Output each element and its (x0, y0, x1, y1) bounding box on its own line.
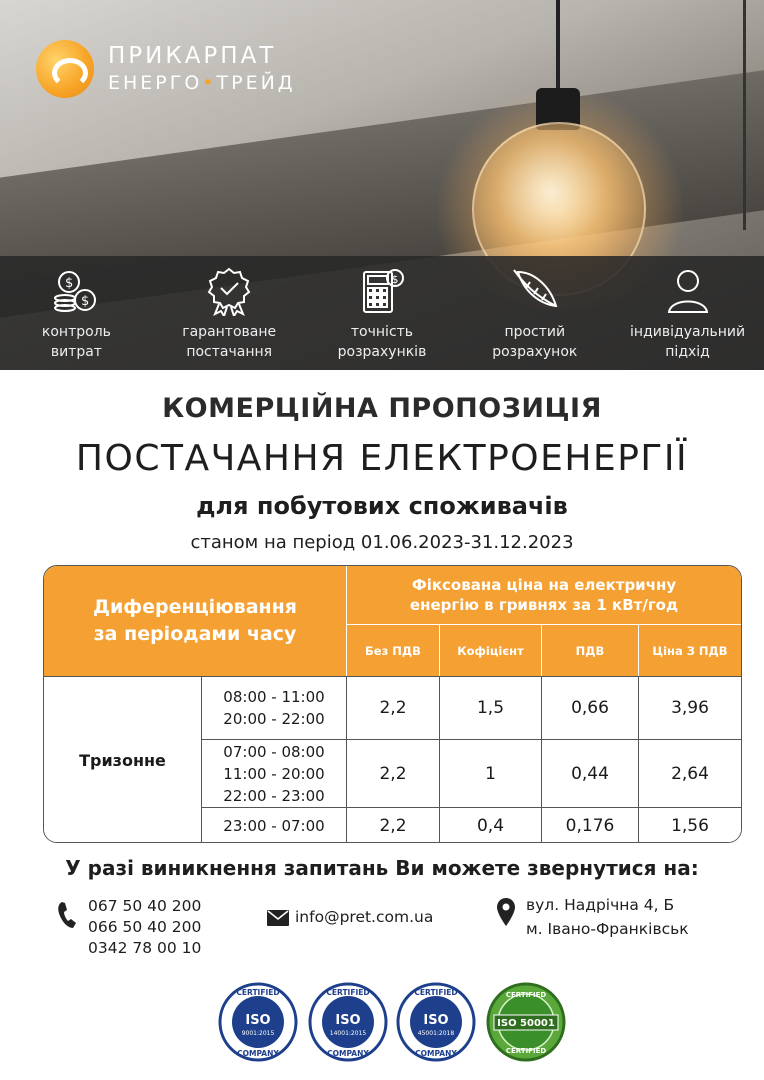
feature-simple-calculation (458, 256, 611, 370)
company-logo (36, 40, 296, 98)
total-price-cell: 2,64 (671, 763, 709, 784)
person-icon (663, 266, 713, 316)
logo-line-2 (108, 70, 296, 96)
offer-audience: для побутових споживачів (196, 492, 568, 520)
badge-bottom-text: COMPANY (327, 1049, 369, 1058)
time-range: 20:00 - 22:00 (223, 710, 325, 728)
badge-code-text: 14001:2015 (329, 1030, 367, 1037)
feature-accuracy (306, 256, 459, 370)
logo-line-2a: ЕНЕРГО (108, 72, 203, 94)
phone-number[interactable]: 066 50 40 200 (88, 918, 202, 936)
time-cell: 23:00 - 07:00 (202, 808, 347, 843)
svg-text:$: $ (81, 294, 90, 309)
location-pin-icon (496, 897, 516, 927)
coefficient-cell: 1,5 (440, 677, 542, 739)
badge-main-text: ISO (245, 1013, 271, 1028)
coefficient-cell: 0,4 (440, 808, 542, 843)
price-table-header (44, 566, 741, 676)
col-header-vat: ПДВ (542, 625, 639, 676)
certification-badges (0, 982, 764, 1068)
col-header-price-with-vat: Ціна З ПДВ (652, 643, 728, 658)
header-text: енергію в гривнях за 1 кВт/год (409, 596, 679, 614)
offer-title: КОМЕРЦІЙНА ПРОПОЗИЦІЯ (162, 393, 602, 424)
feature-label: точність (350, 324, 414, 340)
vat-cell: 0,176 (542, 808, 639, 843)
coins-icon (51, 266, 101, 316)
iso-9001-badge (218, 982, 298, 1062)
header-text: за періодами часу (93, 623, 297, 645)
badge-bottom-text: COMPANY (415, 1049, 457, 1058)
feature-label: підхід (665, 344, 710, 360)
badge-code-text: 9001:2015 (241, 1030, 275, 1037)
email-icon (266, 909, 290, 927)
email-block (266, 907, 433, 928)
coefficient-cell: 1 (440, 740, 542, 807)
address-city: м. Івано-Франківськ (526, 920, 689, 938)
badge-main-text: ISO (423, 1013, 449, 1028)
col-header-no-vat: Без ПДВ (347, 625, 440, 676)
table-row (202, 740, 741, 808)
address-block (496, 893, 689, 941)
offer-subject: ПОСТАЧАННЯ ЕЛЕКТРОЕНЕРГІЇ (75, 438, 689, 479)
feature-guaranteed-supply (153, 256, 306, 370)
time-range: 07:00 - 08:00 (223, 742, 325, 761)
price-table (43, 565, 742, 843)
phone-icon (56, 900, 80, 930)
badge-top-text: CERTIFIED (236, 988, 280, 997)
badge-bottom-text: COMPANY (237, 1049, 279, 1058)
contact-prompt: У разі виникнення запитань Ви можете звернутися на: (65, 856, 699, 880)
table-row (202, 677, 741, 740)
badge-main-text: ISO 50001 (497, 1018, 555, 1029)
table-row (202, 808, 741, 843)
logo-line-2b: ТРЕЙД (216, 72, 296, 94)
iso-45001-badge (396, 982, 476, 1062)
address-street: вул. Надрічна 4, Б (526, 896, 675, 914)
calculator-icon (357, 266, 407, 316)
time-differentiation-header (44, 566, 347, 676)
svg-text:$: $ (65, 276, 74, 291)
logo-line-1: ПРИКАРПАТ (108, 43, 277, 69)
iso-14001-badge (308, 982, 388, 1062)
phone-block (56, 896, 201, 959)
time-range: 22:00 - 23:00 (223, 786, 325, 805)
feature-label: постачання (186, 344, 273, 360)
vat-cell: 0,66 (542, 677, 639, 739)
lamp-cord (556, 0, 560, 95)
feature-label: індивідуальний (630, 324, 746, 340)
col-header-coefficient: Кофіцієнт (440, 625, 542, 676)
price-table-body (44, 676, 741, 843)
time-cell (202, 677, 347, 739)
feature-label: витрат (50, 344, 102, 360)
email-link[interactable]: info@pret.com.ua (295, 908, 434, 926)
total-price-cell: 3,96 (671, 698, 709, 718)
badge-code-text: 45001:2018 (417, 1030, 455, 1037)
base-price-cell: 2,2 (347, 808, 440, 843)
header-text: Диференціювання (93, 596, 297, 618)
svg-text:$: $ (391, 273, 399, 286)
feature-label: гарантоване (182, 324, 277, 340)
phone-number[interactable]: 0342 78 00 10 (88, 939, 202, 957)
feature-label: розрахунків (337, 344, 427, 360)
time-range: 11:00 - 20:00 (223, 764, 325, 783)
feature-label: простий (504, 324, 566, 340)
base-price-cell: 2,2 (347, 677, 440, 739)
header-text: Фіксована ціна на електричну (411, 576, 677, 594)
badge-top-text: CERTIFIED (326, 988, 370, 997)
base-price-cell: 2,2 (347, 740, 440, 807)
iso-50001-badge (486, 982, 566, 1062)
feature-label: контроль (41, 324, 111, 340)
logo-mark-icon (36, 40, 94, 98)
vat-cell: 0,44 (542, 740, 639, 807)
zone-label: Тризонне (44, 677, 202, 843)
badge-top-text: CERTIFIED (505, 991, 547, 999)
badge-bottom-text: CERTIFIED (505, 1047, 547, 1055)
time-range: 08:00 - 11:00 (223, 688, 325, 706)
offer-period: станом на період 01.06.2023-31.12.2023 (190, 532, 574, 553)
feature-cost-control (0, 256, 153, 370)
fixed-price-header (347, 566, 741, 625)
features-band (0, 256, 764, 370)
feature-label: розрахунок (492, 344, 578, 360)
badge-top-text: CERTIFIED (414, 988, 458, 997)
phone-number[interactable]: 067 50 40 200 (88, 897, 202, 915)
lamp-cord-right (743, 0, 746, 230)
certificate-badge-icon (204, 266, 254, 316)
feature-individual-approach (611, 256, 764, 370)
time-cell (202, 740, 347, 807)
feather-icon (510, 266, 560, 316)
total-price-cell: 1,56 (671, 815, 709, 836)
logo-dot: • (202, 72, 217, 94)
badge-main-text: ISO (335, 1013, 361, 1028)
